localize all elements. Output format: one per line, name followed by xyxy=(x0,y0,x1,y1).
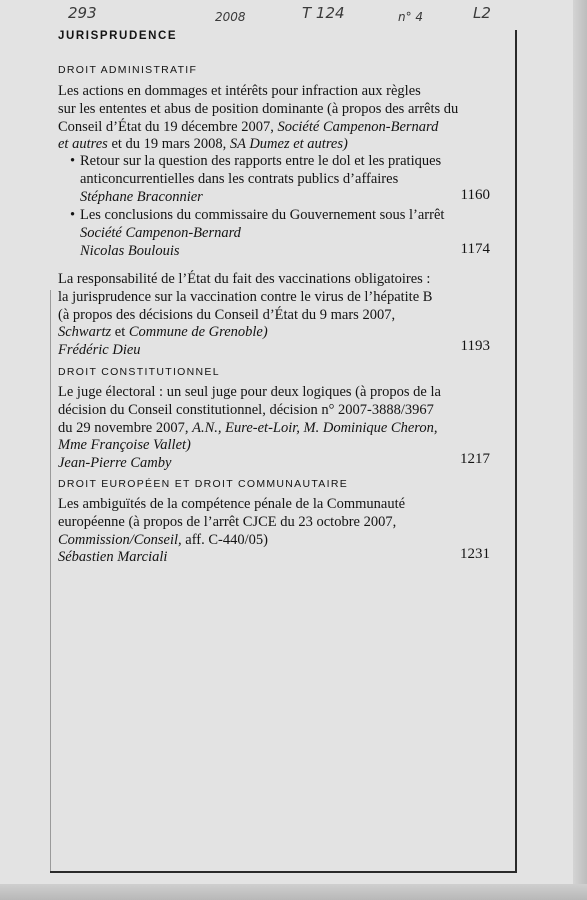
page-number: 1217 xyxy=(460,451,490,467)
frame-rule-bottom xyxy=(50,871,517,873)
entry-line: Le juge électoral : un seul juge pour deux logiques (à propos de la xyxy=(58,384,441,400)
section-title: JURISPRUDENCE xyxy=(58,30,178,42)
handwritten-note: n° 4 xyxy=(398,10,424,24)
rubric-droit-constitutionnel: DROIT CONSTITUTIONNEL xyxy=(58,366,220,378)
entry-line: la jurisprudence sur la vaccination contre le virus de l’hépatite B xyxy=(58,288,433,305)
handwritten-note: T 124 xyxy=(302,4,345,22)
entry-line: et autres et du 19 mars 2008, SA Dumez et autres) xyxy=(58,136,348,153)
entry-author: Stéphane Braconnier xyxy=(80,188,203,205)
page-number: 1193 xyxy=(460,338,490,354)
entry-line: (à propos des décisions du Conseil d’État du 9 mars 2007, xyxy=(58,306,396,323)
entry-line: Mme Françoise Vallet) xyxy=(58,437,191,454)
entry-line: Les actions en dommages et intérêts pour infraction aux règles xyxy=(58,83,421,99)
entry-line: décision du Conseil constitutionnel, décision n° 2007-3888/3967 xyxy=(58,401,434,418)
entry-line: Société Campenon-Bernard xyxy=(80,224,241,241)
page-number: 1160 xyxy=(460,187,490,203)
entry-author: Jean-Pierre Camby xyxy=(58,455,172,472)
entry-line: La responsabilité de l’État du fait des vaccinations obligatoires : xyxy=(58,271,431,287)
entry-author: Sébastien Marciali xyxy=(58,549,168,566)
handwritten-note: 293 xyxy=(68,4,97,22)
entry-line: Retour sur la question des rapports entre le dol et les pratiques xyxy=(80,153,442,169)
rubric-droit-europeen: DROIT EUROPÉEN ET DROIT COMMUNAUTAIRE xyxy=(58,478,349,490)
handwritten-note: 2008 xyxy=(215,10,246,24)
entry-ambiguites-competence xyxy=(58,496,458,567)
page-number: 1174 xyxy=(460,241,490,257)
entry-line: Schwartz et Commune de Grenoble) xyxy=(58,324,268,341)
entry-author: Frédéric Dieu xyxy=(58,342,141,359)
frame-rule-right xyxy=(515,30,517,872)
rubric-droit-administratif: DROIT ADMINISTRATIF xyxy=(58,64,198,76)
entry-line: anticoncurrentielles dans les contrats publics d’affaires xyxy=(80,170,399,187)
bullet-mark: • xyxy=(70,207,76,223)
entry-responsabilite-etat xyxy=(58,271,458,360)
frame-rule-left xyxy=(50,290,51,871)
page-number: 1231 xyxy=(460,546,490,562)
scan-edge-bottom xyxy=(0,884,587,900)
entry-line: Les ambiguïtés de la compétence pénale de la Communauté xyxy=(58,496,406,512)
entry-line: Commission/Conseil, aff. C-440/05) xyxy=(58,531,268,548)
handwritten-annotations xyxy=(0,0,587,30)
entry-line: Les conclusions du commissaire du Gouvernement sous l’arrêt xyxy=(80,207,445,223)
scan-edge-right xyxy=(573,0,587,900)
entry-author: Nicolas Boulouis xyxy=(80,242,180,259)
entry-actions-dommages xyxy=(58,83,458,154)
entry-line: européenne (à propos de l’arrêt CJCE du 23 octobre 2007, xyxy=(58,513,397,530)
handwritten-note: L2 xyxy=(473,4,491,22)
entry-line: sur les ententes et abus de position dominante (à propos des arrêts du xyxy=(58,100,459,117)
entry-line: du 29 novembre 2007, A.N., Eure-et-Loir, M. Dominique Cheron, xyxy=(58,419,438,436)
bullet-mark: • xyxy=(70,153,76,169)
entry-line: Conseil d’État du 19 décembre 2007, Société Campenon-Bernard xyxy=(58,118,439,135)
entry-juge-electoral xyxy=(58,384,458,473)
